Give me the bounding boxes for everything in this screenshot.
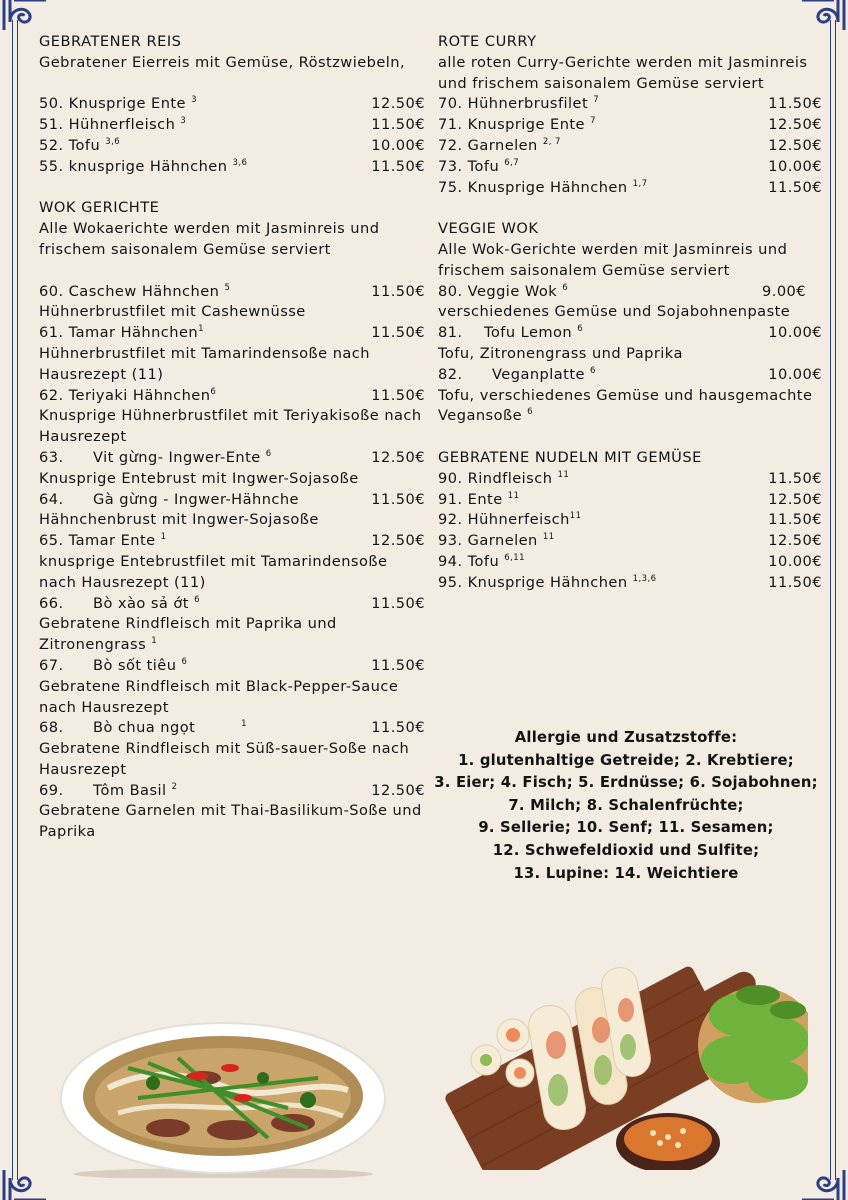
item-price: 12.50€	[768, 532, 822, 550]
section-description: Alle Wok-Gerichte werden mit Jasminreis und frischem saisonalem Gemüse serviert	[438, 240, 788, 279]
menu-item	[438, 115, 822, 136]
section-title: ROTE CURRY	[438, 33, 537, 50]
item-name: 52. Tofu	[39, 136, 101, 154]
menu-item	[438, 552, 822, 573]
allergen-code: 7	[590, 116, 596, 127]
menu-item	[438, 365, 822, 427]
allergen-line: 3. Eier; 4. Fisch; 5. Erdnüsse; 6. Sojabohnen;	[434, 774, 818, 792]
item-description: Hähnchenbrust mit Ingwer-Sojasoße	[39, 511, 319, 529]
menu-item	[39, 718, 425, 780]
item-price: 12.50€	[768, 136, 822, 154]
item-number: 81.	[438, 324, 463, 342]
item-number: 80.	[438, 282, 463, 300]
item-number: 65.	[39, 532, 64, 550]
allergen-code: 6,11	[504, 552, 526, 563]
item-price: 11.50€	[768, 469, 822, 487]
item-name: Bò xào sả ớt	[93, 594, 189, 612]
item-description: Gebratene Rindfleisch mit Paprika und Zitronengrass	[39, 615, 337, 654]
section-veggie-wok	[438, 219, 822, 427]
item-price: 10.00€	[768, 552, 822, 570]
menu-item	[39, 448, 425, 490]
section-gebratene-nudeln	[438, 448, 822, 594]
menu-item	[39, 136, 425, 157]
item-price: 11.50€	[371, 656, 425, 674]
menu-item	[39, 115, 425, 136]
item-name: 95. Knusprige Hähnchen	[438, 573, 628, 591]
item-name: Bò chua ngọt	[93, 719, 196, 737]
allergen-code: 6	[590, 365, 596, 376]
allergen-code: 2	[171, 781, 178, 792]
item-name: Vit gừng- Ingwer-Ente	[93, 448, 261, 466]
allergen-code: 5	[224, 282, 231, 293]
allergen-line: 1. glutenhaltige Getreide; 2. Krebtiere;	[458, 751, 794, 769]
item-description: Gebratene Rindfleisch mit Black-Pepper-Sauce nach Hausrezept	[39, 677, 399, 716]
menu-item	[438, 323, 822, 365]
item-price: 11.50€	[768, 178, 822, 196]
item-description: Tofu, Zitronengrass und Paprika	[438, 344, 683, 362]
item-name: 73. Tofu	[438, 157, 500, 175]
allergen-code: 6	[527, 407, 533, 418]
section-title: VEGGIE WOK	[438, 220, 539, 238]
menu-item	[39, 781, 425, 843]
item-description: Tofu, verschiedenes Gemüse und hausgemachte Vegansoße	[438, 386, 813, 425]
allergen-legend	[420, 727, 832, 885]
item-name: Teriyaki Hähnchen	[68, 386, 211, 404]
menu-item	[39, 594, 425, 656]
item-name: 91. Ente	[438, 490, 503, 508]
item-name: 51. Hühnerfleisch	[39, 116, 176, 134]
allergen-code: 3,6	[232, 157, 248, 168]
pho-soup-photo	[58, 1018, 388, 1178]
item-price: 10.00€	[768, 157, 822, 175]
item-name: Tamar Hähnchen	[68, 324, 199, 342]
allergen-code: 3	[191, 95, 197, 106]
item-name: Gà gừng - Ingwer-Hähnche	[93, 490, 299, 508]
menu-column-right	[438, 32, 822, 594]
section-description: alle roten Curry-Gerichte werden mit Jasminreis und frischem saisonalem Gemüse serviert	[438, 53, 808, 92]
item-name: 71. Knusprige Ente	[438, 116, 585, 134]
item-price: 11.50€	[371, 116, 425, 134]
allergen-code: 1,3,6	[632, 573, 657, 584]
item-number: 69.	[39, 781, 64, 799]
allergen-line: 13. Lupine: 14. Weichtiere	[513, 864, 739, 882]
menu-item	[39, 531, 425, 593]
allergen-code: 1	[241, 719, 247, 730]
item-price: 12.50€	[371, 95, 425, 113]
section-gebratener-reis	[39, 32, 425, 178]
menu-item	[39, 94, 425, 115]
corner-ornament-icon	[0, 1166, 48, 1200]
item-name: 92. Hühnerfeisch	[438, 511, 570, 529]
menu-item	[438, 510, 822, 531]
frame-border-left	[12, 20, 18, 1180]
corner-ornament-icon	[800, 1166, 848, 1200]
allergen-code: 3	[180, 116, 187, 127]
item-description: Gebratene Garnelen mit Thai-Basilikum-Soße und Paprika	[39, 802, 422, 841]
allergen-code: 3,6	[105, 136, 121, 147]
allergen-code: 6	[210, 386, 217, 397]
section-title: GEBRATENER REIS	[39, 33, 182, 50]
menu-item	[438, 136, 822, 157]
item-name: Veggie Wok	[467, 282, 558, 300]
item-price: 10.00€	[768, 365, 822, 383]
item-price: 10.00€	[371, 136, 425, 154]
allergen-code: 1	[198, 324, 204, 335]
section-description: Gebratener Eierreis mit Gemüse, Röstzwiebeln,	[39, 53, 406, 71]
menu-item	[438, 157, 822, 178]
allergen-code: 11	[542, 532, 555, 543]
item-name: Bò sốt tiêu	[93, 656, 177, 674]
menu-item	[39, 490, 425, 532]
item-name: Tôm Basil	[93, 781, 167, 799]
item-price: 11.50€	[768, 511, 822, 529]
menu-item	[39, 656, 425, 718]
allergen-code: 11	[557, 469, 570, 480]
section-title: WOK GERICHTE	[39, 199, 160, 217]
item-number: 63.	[39, 448, 64, 466]
allergen-code: 1	[160, 532, 167, 543]
item-description: Hühnerbrustfilet mit Cashewnüsse	[39, 303, 306, 321]
item-name: 90. Rindfleisch	[438, 469, 553, 487]
item-price: 11.50€	[371, 594, 425, 612]
item-price: 11.50€	[768, 95, 822, 113]
allergen-code: 6,7	[504, 157, 520, 168]
item-number: 60.	[39, 282, 64, 300]
section-wok-gerichte	[39, 198, 425, 843]
item-description: verschiedenes Gemüse und Sojabohnenpaste	[438, 303, 791, 321]
item-number: 62.	[39, 386, 64, 404]
item-price: 12.50€	[371, 781, 425, 799]
item-number: 82.	[438, 365, 463, 383]
menu-item	[39, 386, 425, 448]
item-name: 93. Garnelen	[438, 532, 538, 550]
allergen-code: 1,7	[632, 178, 648, 189]
item-name: Caschew Hähnchen	[68, 282, 220, 300]
menu-item	[438, 490, 822, 511]
menu-column-left	[39, 32, 425, 843]
allergen-code: 11	[569, 511, 582, 522]
menu-item	[39, 282, 425, 324]
item-number: 64.	[39, 490, 64, 508]
corner-ornament-icon	[800, 0, 848, 34]
allergen-code: 2, 7	[542, 136, 561, 147]
item-name: Tofu Lemon	[484, 324, 573, 342]
allergen-title: Allergie und Zusatzstoffe:	[514, 729, 738, 746]
item-name: 75. Knusprige Hähnchen	[438, 178, 628, 196]
item-name: 55. knusprige Hähnchen	[39, 157, 228, 175]
item-description: Hühnerbrustfilet mit Tamarindensoße nach Hausrezept (11)	[39, 344, 370, 383]
menu-item	[438, 573, 822, 594]
item-price: 11.50€	[371, 324, 425, 342]
item-price: 9.00€	[762, 282, 807, 300]
menu-item	[438, 531, 822, 552]
section-description: Alle Wokaerichte werden mit Jasminreis und frischem saisonalem Gemüse serviert	[39, 220, 380, 258]
item-number: 67.	[39, 656, 64, 674]
corner-ornament-icon	[0, 0, 48, 34]
item-name: 70. Hühnerbrusfilet	[438, 95, 589, 113]
item-price: 12.50€	[768, 116, 822, 134]
item-name: Tamar Ente	[68, 532, 156, 550]
item-price: 11.50€	[371, 490, 425, 508]
item-price: 11.50€	[371, 386, 425, 404]
allergen-code: 6	[562, 282, 569, 293]
menu-item	[39, 323, 425, 385]
allergen-line: 7. Milch; 8. Schalenfrüchte;	[508, 796, 744, 814]
menu-item	[438, 94, 822, 115]
item-description: Knusprige Entebrust mit Ingwer-Sojasoße	[39, 469, 359, 487]
allergen-code: 6	[265, 448, 272, 459]
item-description: knusprige Entebrustfilet mit Tamarindensoße nach Hausrezept (11)	[39, 552, 388, 591]
allergen-code: 6	[194, 594, 200, 605]
spring-rolls-photo	[428, 955, 808, 1170]
allergen-code: 7	[593, 95, 600, 106]
item-price: 11.50€	[371, 719, 425, 737]
item-price: 11.50€	[371, 282, 425, 300]
item-name: Veganplatte	[492, 365, 585, 383]
item-description: Gebratene Rindfleisch mit Süß-sauer-Soße nach Hausrezept	[39, 740, 410, 778]
allergen-code: 1	[151, 636, 158, 647]
menu-item	[438, 178, 822, 199]
item-name: 72. Garnelen	[438, 136, 538, 154]
item-name: 94. Tofu	[438, 552, 500, 570]
item-price: 12.50€	[768, 490, 822, 508]
menu-item	[438, 282, 822, 324]
item-name: 50. Knusprige Ente	[39, 95, 186, 113]
item-price: 11.50€	[371, 157, 425, 175]
menu-item	[438, 469, 822, 490]
item-price: 12.50€	[371, 448, 425, 466]
item-price: 10.00€	[768, 324, 822, 342]
section-title: GEBRATENE NUDELN MIT GEMÜSE	[438, 448, 702, 466]
item-price: 12.50€	[371, 532, 425, 550]
item-number: 61.	[39, 324, 64, 342]
item-number: 68.	[39, 719, 64, 737]
allergen-line: 12. Schwefeldioxid und Sulfite;	[492, 841, 760, 859]
allergen-code: 11	[507, 490, 520, 501]
allergen-code: 6	[577, 324, 584, 335]
item-price: 11.50€	[768, 573, 822, 591]
item-number: 66.	[39, 594, 64, 612]
section-rote-curry	[438, 32, 822, 198]
menu-item	[39, 157, 425, 178]
item-description: Knusprige Hühnerbrustfilet mit Teriyakisoße nach Hausrezept	[39, 407, 422, 446]
frame-border-right	[830, 20, 836, 1180]
allergen-code: 6	[181, 656, 188, 667]
allergen-line: 9. Sellerie; 10. Senf; 11. Sesamen;	[478, 819, 774, 837]
